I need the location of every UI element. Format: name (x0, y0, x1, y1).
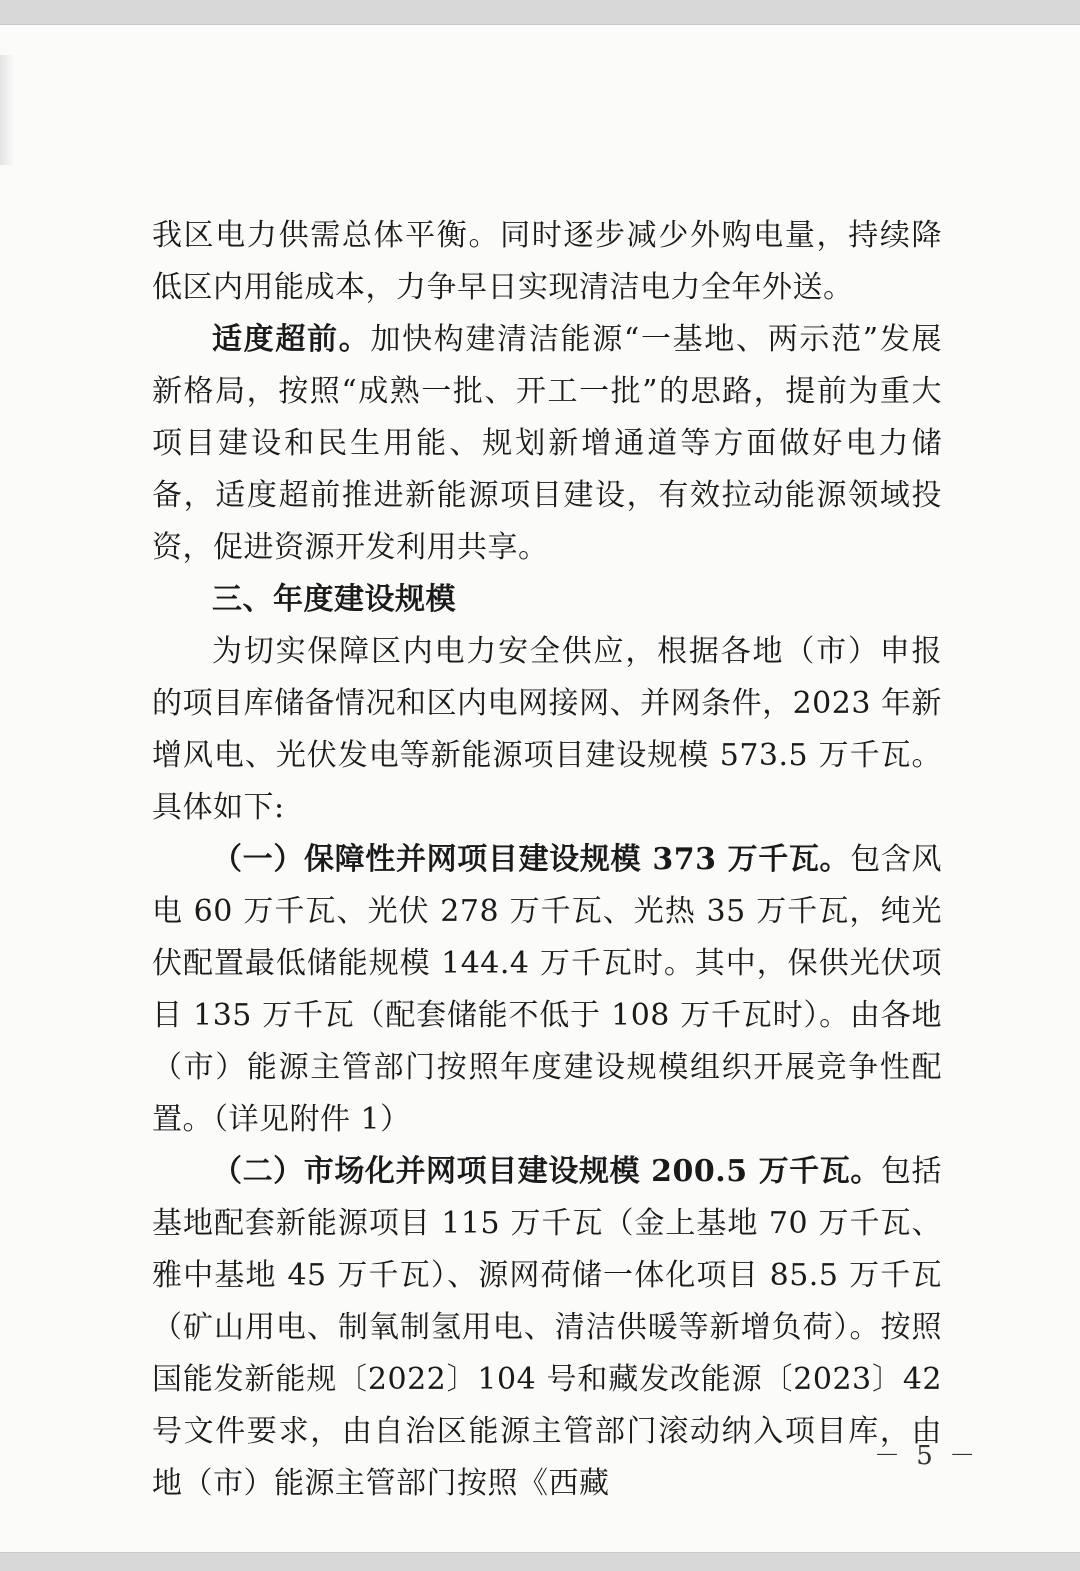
paragraph-lead-bold: （一）保障性并网项目建设规模 373 万千瓦。 (212, 842, 851, 877)
document-body (152, 210, 942, 1510)
section-heading-3: 三、年度建设规模 (212, 582, 456, 617)
paragraph-text: 包括基地配套新能源项目 115 万千瓦（金上基地 70 万千瓦、雅中基地 45 万千瓦）、源网荷储一体化项目 85.5 万千瓦（矿山用电、制氧制氢用电、清洁供暖等新增负荷）。按照国能发新能规〔2022〕104 号和藏发改能源〔2023〕42 号文件要求，由自治区能源主管部门滚动纳入项目库，由地（市）能源主管部门按照《西藏 (152, 1154, 942, 1501)
paragraph-scale-intro: 为切实保障区内电力安全供应，根据各地（市）申报的项目库储备情况和区内电网接网、并网条件，2023 年新增风电、光伏发电等新能源项目建设规模 573.5 万千瓦。具体如下: (152, 634, 942, 825)
paragraph-lead-bold: （二）市场化并网项目建设规模 200.5 万千瓦。 (212, 1154, 881, 1189)
paragraph-text: 加快构建清洁能源“一基地、两示范”发展新格局，按照“成熟一批、开工一批”的思路，提前为重大项目建设和民生用能、规划新增通道等方面做好电力储备，适度超前推进新能源项目建设，有效拉动能源领域投资，促进资源开发利用共享。 (152, 322, 942, 565)
paragraph-guaranteed-grid (152, 834, 942, 1146)
paragraph-1: 我区电力供需总体平衡。同时逐步减少外购电量，持续降低区内用能成本，力争早日实现清洁电力全年外送。 (152, 218, 942, 305)
paragraph-text: 包含风电 60 万千瓦、光伏 278 万千瓦、光热 35 万千瓦，纯光伏配置最低储能规模 144.4 万千瓦时。其中，保供光伏项目 135 万千瓦（配套储能不低于 108 万千瓦时）。由各地（市）能源主管部门按照年度建设规模组织开展竞争性配置。（详见附件 1） (152, 842, 943, 1137)
page-number: － 5 － (874, 1441, 980, 1471)
document-page (0, 24, 1080, 1553)
paragraph-market-grid (152, 1146, 942, 1510)
paragraph-moderate-advance (152, 314, 942, 574)
paragraph-lead-bold: 适度超前。 (212, 322, 371, 357)
page-edge-shadow (0, 55, 14, 165)
